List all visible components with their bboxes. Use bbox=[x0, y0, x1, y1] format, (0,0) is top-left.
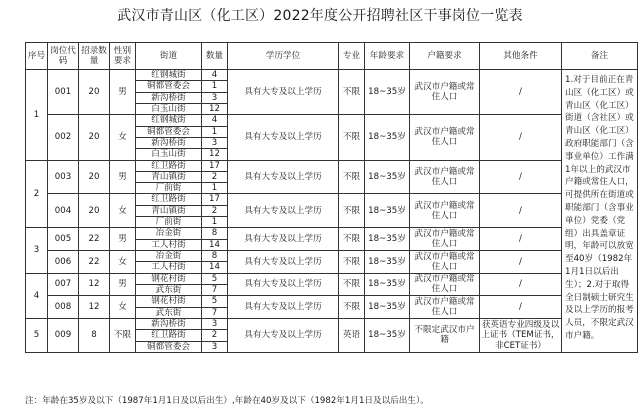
street-cell: 新沟桥街 bbox=[136, 137, 202, 148]
edu-cell: 具有大专及以上学历 bbox=[228, 296, 339, 319]
count-cell: 20 bbox=[79, 194, 110, 228]
edu-cell: 具有大专及以上学历 bbox=[228, 228, 339, 251]
edu-cell: 具有大专及以上学历 bbox=[228, 115, 339, 160]
count-cell: 20 bbox=[79, 70, 110, 115]
street-cell: 新沟桥街 bbox=[136, 318, 202, 329]
gender-cell: 男 bbox=[110, 273, 136, 296]
table-body bbox=[26, 70, 638, 353]
header-edu: 学历学位 bbox=[228, 43, 339, 70]
count-cell: 20 bbox=[79, 160, 110, 194]
other-cell: 获英语专业四级及以上证书（TEM证书，非CET证书） bbox=[481, 319, 560, 351]
hukou-cell: 武汉市户籍或常住人口 bbox=[410, 296, 480, 319]
qty-cell: 4 bbox=[202, 70, 228, 81]
gender-cell: 男 bbox=[110, 160, 136, 194]
major-cell: 不限 bbox=[339, 115, 365, 160]
code-cell: 001 bbox=[48, 70, 79, 115]
street-cell: 红钢城街 bbox=[136, 70, 202, 81]
major-cell: 不限 bbox=[339, 160, 365, 194]
table-row bbox=[26, 194, 638, 205]
age-cell: 18~35岁 bbox=[365, 70, 410, 115]
other-cell: / bbox=[480, 296, 562, 319]
header-major: 专业 bbox=[339, 43, 365, 70]
edu-cell: 具有大专及以上学历 bbox=[228, 194, 339, 228]
hukou-cell: 武汉市户籍或常住人口 bbox=[410, 70, 480, 115]
seq-cell: 1 bbox=[26, 70, 48, 161]
street-cell: 冶金街 bbox=[136, 251, 202, 262]
street-cell: 工人村街 bbox=[136, 239, 202, 250]
hukou-cell: 不限定武汉市户籍 bbox=[410, 318, 480, 352]
major-cell: 不限 bbox=[339, 194, 365, 228]
table-row bbox=[26, 296, 638, 307]
edu-cell: 具有大专及以上学历 bbox=[228, 160, 339, 194]
age-cell: 18~35岁 bbox=[365, 194, 410, 228]
street-cell: 红卫路街 bbox=[136, 330, 202, 341]
street-cell: 武东街 bbox=[136, 284, 202, 295]
hukou-cell: 武汉市户籍或常住人口 bbox=[410, 194, 480, 228]
street-cell: 白玉山街 bbox=[136, 103, 202, 114]
header-code: 岗位代码 bbox=[48, 43, 79, 70]
code-cell: 002 bbox=[48, 115, 79, 160]
age-cell: 18~35岁 bbox=[365, 160, 410, 194]
header-gender: 性别要求 bbox=[110, 43, 136, 70]
major-cell: 不限 bbox=[339, 273, 365, 296]
header-age: 年龄要求 bbox=[365, 43, 410, 70]
note-cell: 1.对于目前正在青山区（化工区）或青山区（化工区）街道（含社区）或青山区（化工区）政府职能部门（含事业单位）工作满1年以上的武汉市户籍或常住人口，可提供所在街道或职能部门（含事业单位）党委（党组）出具盖章证明，年龄可以放宽至40岁（1982年1月1日以后出生）；2.对于取得全日制硕士研究生及以上学历的报考人员，不限定武汉市户籍。 bbox=[562, 70, 638, 353]
gender-cell: 不限 bbox=[110, 318, 136, 352]
code-cell: 009 bbox=[48, 318, 79, 352]
header-note: 备注 bbox=[562, 43, 638, 70]
qty-cell: 2 bbox=[202, 330, 228, 341]
other-cell: / bbox=[480, 160, 562, 194]
qty-cell: 3 bbox=[202, 341, 228, 352]
seq-cell: 2 bbox=[26, 160, 48, 228]
gender-cell: 男 bbox=[110, 228, 136, 251]
count-cell: 20 bbox=[79, 115, 110, 160]
gender-cell: 男 bbox=[110, 70, 136, 115]
hukou-cell: 武汉市户籍或常住人口 bbox=[410, 251, 480, 274]
count-cell: 12 bbox=[79, 296, 110, 319]
qty-cell: 5 bbox=[202, 296, 228, 307]
gender-cell: 女 bbox=[110, 296, 136, 319]
header-other: 其他条件 bbox=[480, 43, 562, 70]
code-cell: 005 bbox=[48, 228, 79, 251]
hukou-cell: 武汉市户籍或常住人口 bbox=[410, 273, 480, 296]
qty-cell: 5 bbox=[202, 273, 228, 284]
major-cell: 不限 bbox=[339, 70, 365, 115]
count-cell: 22 bbox=[79, 251, 110, 274]
other-cell: / bbox=[480, 273, 562, 296]
table-row bbox=[26, 273, 638, 284]
qty-cell: 17 bbox=[202, 160, 228, 171]
other-cell: / bbox=[480, 194, 562, 228]
table-row bbox=[26, 251, 638, 262]
street-cell: 白玉山街 bbox=[136, 149, 202, 160]
major-cell: 不限 bbox=[339, 251, 365, 274]
street-cell: 钢花村街 bbox=[136, 273, 202, 284]
street-cell: 厂前街 bbox=[136, 217, 202, 228]
street-cell: 青山镇街 bbox=[136, 205, 202, 216]
street-cell: 铜都管委会 bbox=[136, 81, 202, 92]
major-cell: 不限 bbox=[339, 228, 365, 251]
age-cell: 18~35岁 bbox=[365, 318, 410, 352]
age-cell: 18~35岁 bbox=[365, 115, 410, 160]
qty-cell: 1 bbox=[202, 217, 228, 228]
code-cell: 006 bbox=[48, 251, 79, 274]
qty-cell: 12 bbox=[202, 149, 228, 160]
qty-cell: 1 bbox=[202, 126, 228, 137]
gender-cell: 女 bbox=[110, 251, 136, 274]
street-cell: 铜都管委会 bbox=[136, 126, 202, 137]
page-title: 武汉市青山区（化工区）2022年度公开招聘社区干事岗位一览表 bbox=[117, 8, 523, 24]
qty-cell: 14 bbox=[202, 262, 228, 273]
qty-cell: 7 bbox=[202, 307, 228, 318]
seq-cell: 5 bbox=[26, 318, 48, 352]
qty-cell: 8 bbox=[202, 251, 228, 262]
seq-cell: 3 bbox=[26, 228, 48, 273]
street-cell: 青山镇街 bbox=[136, 171, 202, 182]
major-cell: 英语 bbox=[339, 318, 365, 352]
header-qty: 数量 bbox=[202, 43, 228, 70]
age-cell: 18~35岁 bbox=[365, 228, 410, 251]
table-row bbox=[26, 70, 638, 81]
count-cell: 12 bbox=[79, 273, 110, 296]
qty-cell: 14 bbox=[202, 239, 228, 250]
header-row bbox=[26, 43, 638, 70]
qty-cell: 12 bbox=[202, 103, 228, 114]
age-cell: 18~35岁 bbox=[365, 296, 410, 319]
qty-cell: 4 bbox=[202, 115, 228, 126]
street-cell: 红卫路街 bbox=[136, 160, 202, 171]
street-cell: 铜都管委会 bbox=[136, 341, 202, 352]
qty-cell: 17 bbox=[202, 194, 228, 205]
age-cell: 18~35岁 bbox=[365, 273, 410, 296]
other-cell: / bbox=[480, 251, 562, 274]
street-cell: 钢花村街 bbox=[136, 296, 202, 307]
count-cell: 22 bbox=[79, 228, 110, 251]
other-cell: / bbox=[480, 228, 562, 251]
major-cell: 不限 bbox=[339, 296, 365, 319]
count-cell: 8 bbox=[79, 318, 110, 352]
seq-cell: 4 bbox=[26, 273, 48, 318]
street-cell: 厂前街 bbox=[136, 183, 202, 194]
header-street: 街道 bbox=[136, 43, 202, 70]
qty-cell: 2 bbox=[202, 171, 228, 182]
gender-cell: 女 bbox=[110, 115, 136, 160]
other-cell: / bbox=[480, 70, 562, 115]
code-cell: 004 bbox=[48, 194, 79, 228]
edu-cell: 具有大专及以上学历 bbox=[228, 273, 339, 296]
street-cell: 新沟桥街 bbox=[136, 92, 202, 103]
qty-cell: 3 bbox=[202, 92, 228, 103]
street-cell: 红钢城街 bbox=[136, 115, 202, 126]
recruitment-table bbox=[25, 42, 638, 353]
street-cell: 红卫路街 bbox=[136, 194, 202, 205]
header-count: 招录数量 bbox=[79, 43, 110, 70]
street-cell: 武东街 bbox=[136, 307, 202, 318]
code-cell: 003 bbox=[48, 160, 79, 194]
qty-cell: 1 bbox=[202, 183, 228, 194]
qty-cell: 8 bbox=[202, 228, 228, 239]
code-cell: 007 bbox=[48, 273, 79, 296]
table-row bbox=[26, 228, 638, 239]
other-cell: / bbox=[480, 115, 562, 160]
hukou-cell: 武汉市户籍或常住人口 bbox=[410, 160, 480, 194]
edu-cell: 具有大专及以上学历 bbox=[228, 70, 339, 115]
table-row bbox=[26, 160, 638, 171]
street-cell: 工人村街 bbox=[136, 262, 202, 273]
age-cell: 18~35岁 bbox=[365, 251, 410, 274]
edu-cell: 具有大专及以上学历 bbox=[228, 318, 339, 352]
footnote: 注：年龄在35岁及以下（1987年1月1日及以后出生）,年龄在40岁及以下（1982年1月1日及以后出生）。 bbox=[25, 396, 429, 406]
hukou-cell: 武汉市户籍或常住人口 bbox=[410, 115, 480, 160]
qty-cell: 7 bbox=[202, 284, 228, 295]
qty-cell: 2 bbox=[202, 205, 228, 216]
hukou-cell: 武汉市户籍或常住人口 bbox=[410, 228, 480, 251]
code-cell: 008 bbox=[48, 296, 79, 319]
qty-cell: 1 bbox=[202, 81, 228, 92]
header-hukou: 户籍要求 bbox=[410, 43, 480, 70]
qty-cell: 3 bbox=[202, 137, 228, 148]
gender-cell: 女 bbox=[110, 194, 136, 228]
header-seq: 序号 bbox=[26, 43, 48, 70]
street-cell: 冶金街 bbox=[136, 228, 202, 239]
table-row bbox=[26, 318, 638, 329]
edu-cell: 具有大专及以上学历 bbox=[228, 251, 339, 274]
table-row bbox=[26, 115, 638, 126]
qty-cell: 3 bbox=[202, 318, 228, 329]
